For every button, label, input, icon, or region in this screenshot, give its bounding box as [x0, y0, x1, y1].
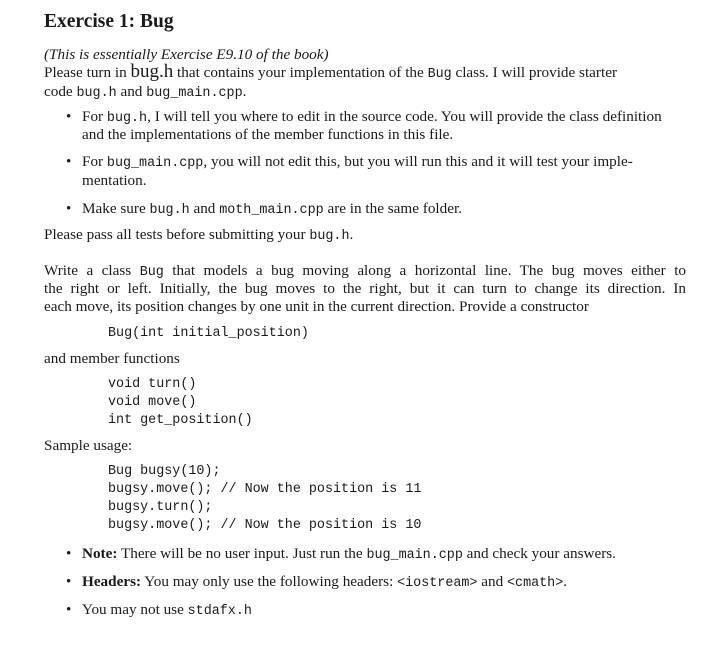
bullet-marker: • — [66, 574, 72, 590]
code-line: int get_position() — [108, 413, 253, 428]
file-name: bug_main.cpp — [366, 548, 463, 563]
file-name: bug_main.cpp — [146, 86, 243, 101]
file-name: stdafx.h — [187, 604, 252, 619]
file-name: moth_main.cpp — [219, 203, 324, 218]
constructor-code: Bug(int initial_position) — [108, 326, 309, 341]
intro-line-2: code bug.h and bug_main.cpp. — [44, 83, 247, 101]
description-line-2: the right or left. Initially, the bug moves to the right, but it can turn to change its direction. In — [44, 280, 686, 297]
bullet-marker: • — [66, 201, 72, 217]
file-name: bug.h — [106, 111, 148, 126]
note-no-input: Note: There will be no user input. Just run the bug_main.cpp and check your answers. — [82, 545, 616, 563]
code-line: Bug bugsy(10); — [108, 464, 221, 479]
file-name: bug.h — [76, 86, 117, 101]
sample-usage-label: Sample usage: — [44, 437, 133, 454]
bullet-marker: • — [66, 602, 72, 618]
class-name: Bug — [427, 67, 452, 82]
code-line: bugsy.move(); // Now the position is 11 — [108, 482, 422, 497]
code-line: bugsy.turn(); — [108, 500, 213, 515]
class-name: Bug — [139, 265, 164, 280]
bullet-1-line-2: and the implementations of the member functions in this file. — [82, 126, 454, 143]
member-functions-label: and member functions — [44, 350, 180, 367]
code-line: void move() — [108, 395, 197, 410]
pass-tests-line: Please pass all tests before submitting your bug.h. — [44, 226, 354, 244]
header-name: <cmath> — [507, 576, 564, 591]
code-line: bugsy.move(); // Now the position is 10 — [108, 518, 422, 533]
note-stdafx: You may not use stdafx.h — [82, 601, 252, 619]
bullet-2-line-2: mentation. — [82, 172, 147, 189]
intro-note: (This is essentially Exercise E9.10 of the book) — [44, 46, 329, 63]
header-name: <iostream> — [397, 576, 478, 591]
bullet-3: Make sure bug.h and moth_main.cpp are in the same folder. — [82, 200, 462, 218]
bullet-1-line-1: For bug.h, I will tell you where to edit in the source code. You will provide the class definition — [82, 108, 662, 126]
note-headers: Headers: You may only use the following headers: <iostream> and <cmath>. — [82, 573, 568, 591]
file-name: bug.h — [130, 61, 174, 82]
code-line: void turn() — [108, 377, 197, 392]
file-name: bug.h — [149, 203, 190, 218]
file-name: bug_main.cpp — [106, 156, 204, 171]
exercise-heading: Exercise 1: Bug — [44, 11, 174, 32]
bullet-marker: • — [66, 546, 72, 562]
description-line-3: each move, its position changes by one unit in the current direction. Provide a constructor — [44, 298, 589, 315]
description-line-1: Write a class Bug that models a bug moving along a horizontal line. The bug moves either to — [44, 262, 687, 280]
bullet-marker: • — [66, 154, 72, 170]
bullet-marker: • — [66, 109, 72, 125]
bullet-2-line-1: For bug_main.cpp, you will not edit this, but you will run this and it will test your imple- — [82, 153, 633, 171]
intro-line-1: Please turn in bug.h that contains your implementation of the Bug class. I will provide starter — [44, 61, 617, 82]
file-name: bug.h — [309, 229, 350, 244]
